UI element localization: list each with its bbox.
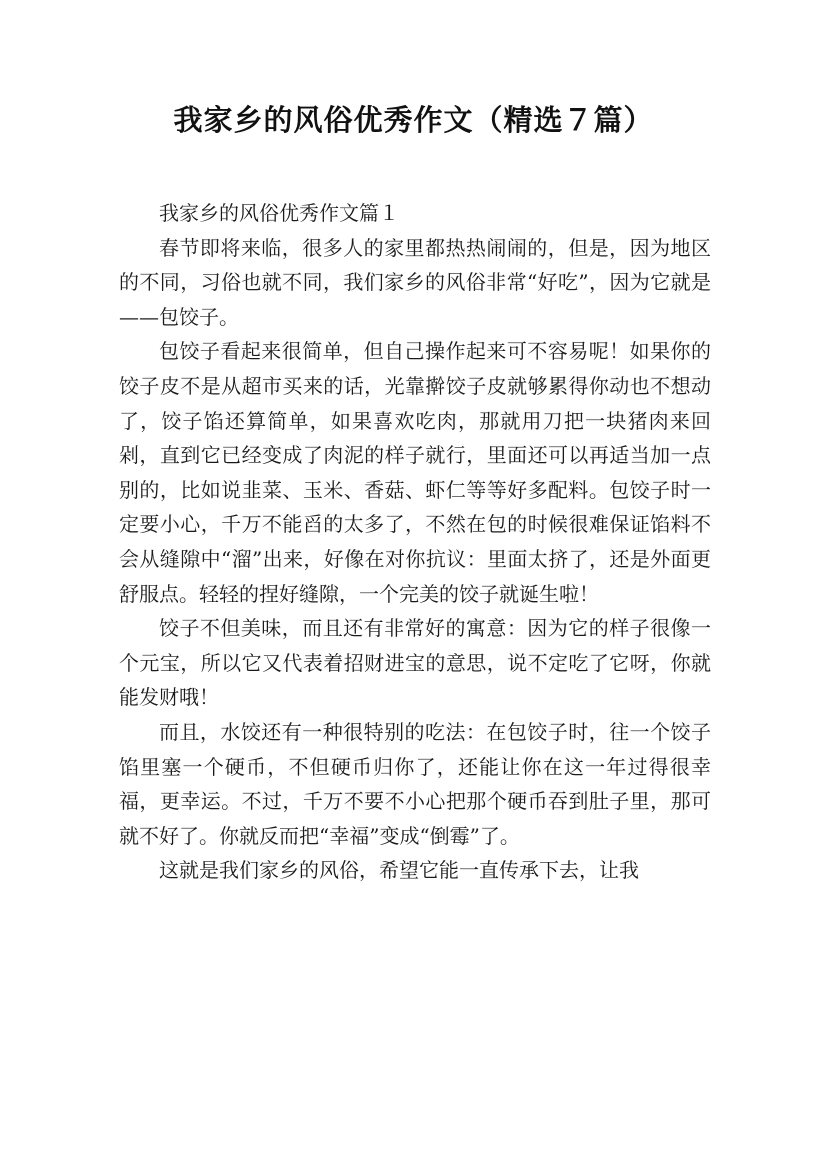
document-title: 我家乡的风俗优秀作文（精选７篇） [173,103,654,137]
paragraph: 而且，水饺还有一种很特别的吃法：在包饺子时，往一个饺子馅里塞一个硬币，不但硬币归你了，还能让你在这一年过得很幸福，更幸运。不过，千万不要不小心把那个硬币吞到肚子里，那可就不好了。你就反而把“幸福”变成“倒霉”了。 [119,719,711,848]
paragraph: 包饺子看起来很简单，但自己操作起来可不容易呢！如果你的饺子皮不是从超市买来的话，光靠擀饺子皮就够累得你动也不想动了，饺子馅还算简单，如果喜欢吃肉，那就用刀把一块猪肉来回剁，直到它已经变成了肉泥的样子就行，里面还可以再适当加一点别的，比如说韭菜、玉米、香菇、虾仁等等好多配料。包饺子时一定要小心，千万不能舀的太多了，不然在包的时候很难保证馅料不会从缝隙中“溜”出来，好像在对你抗议：里面太挤了，还是外面更舒服点。轻轻的捏好缝隙，一个完美的饺子就诞生啦！ [119,339,711,606]
paragraph: 饺子不但美味，而且还有非常好的寓意：因为它的样子很像一个元宝，所以它又代表着招财进宝的意思，说不定吃了它呀，你就能发财哦！ [119,616,711,710]
paragraph: 这就是我们家乡的风俗，希望它能一直传承下去，让我 [159,858,639,883]
paragraph: 春节即将来临，很多人的家里都热热闹闹的，但是，因为地区的不同，习俗也就不同，我们家乡的风俗非常“好吃”，因为它就是——包饺子。 [119,235,711,329]
document-body [119,196,711,888]
section-heading: 我家乡的风俗优秀作文篇１ [159,201,399,225]
